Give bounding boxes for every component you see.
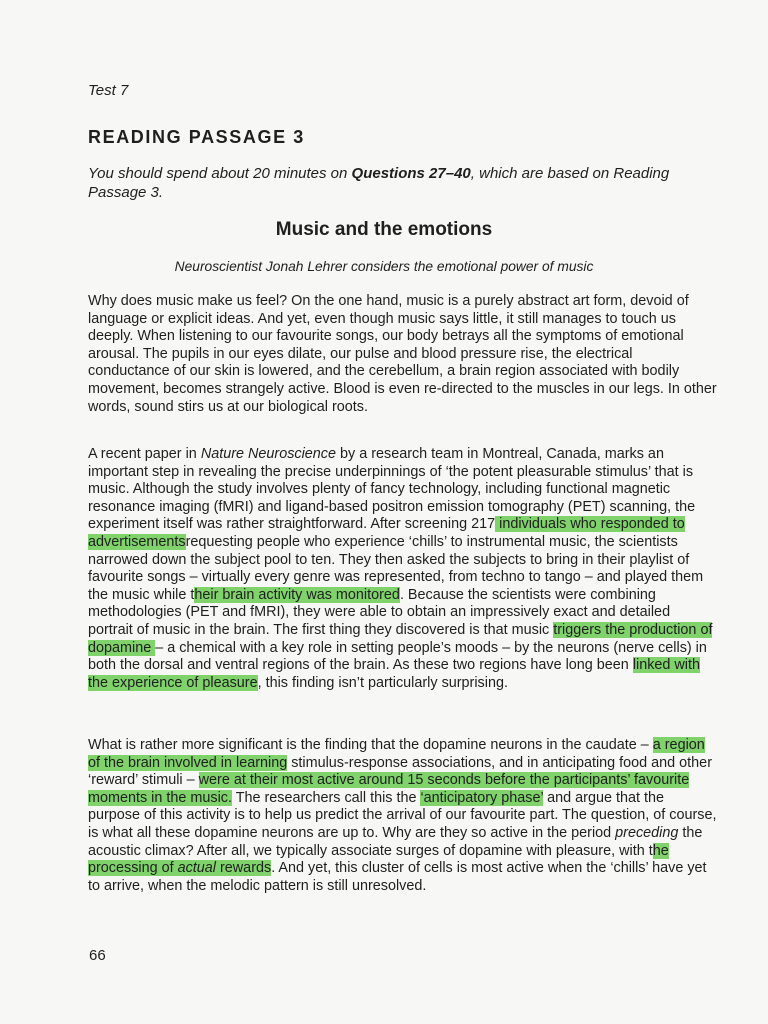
- p3-highlight-emphasis: actual: [177, 860, 216, 877]
- p2-text: – a chemical with a key role in setting people’s moods – by the neurons (nerve cells) in both the dorsal and ventral regions of the brain. As these two regions have long been: [88, 639, 707, 674]
- section-title: READING PASSAGE 3: [88, 127, 305, 147]
- instructions-questions: Questions 27–40: [351, 165, 471, 182]
- p3-text: What is rather more significant is the finding that the dopamine neurons in the caudate –: [88, 737, 653, 753]
- p3-highlight-part: rewards: [216, 860, 272, 877]
- p2-text: , this finding isn’t particularly surprising.: [257, 674, 508, 691]
- p3-emphasis: preceding: [615, 824, 679, 841]
- test-label: Test 7: [88, 82, 129, 99]
- instructions: [88, 164, 708, 202]
- p2-text: A recent paper in: [88, 446, 201, 462]
- p2-highlight: linked with the experience of pleasure: [88, 657, 701, 691]
- p3-text: the acoustic climax? After all, we typically associate surges of dopamine with pleasure, with t: [88, 824, 703, 859]
- p3-highlight: ‘anticipatory phase’: [420, 789, 544, 806]
- p2-highlight: individuals who responded to advertisements: [88, 516, 685, 550]
- instructions-prefix: You should spend about 20 minutes on: [88, 165, 352, 182]
- p2-text: by a research team in Montreal, Canada, marks an important step in revealing the precise underpinnings of ‘the potent pleasurable stimulus’ that is music. Although the study involves plenty of fancy technology, including functional magnetic resonance imaging (fMRI) and ligand-based positron emission tomography (PET) scanning, the experiment itself was rather straightforward. After screening 217: [88, 446, 696, 533]
- page-number: 66: [89, 947, 106, 964]
- p3-text: and argue that the purpose of this activity is to help us predict the arrival of our favourite part. The question, of course, is what all these dopamine neurons are up to. Why are they so active in the period: [88, 789, 717, 841]
- p3-highlight-part: he processing of: [88, 842, 669, 877]
- p3-text: stimulus-response associations, and in anticipating food and other ‘reward’ stimuli –: [88, 754, 712, 789]
- p2-highlight: triggers the production of dopamine: [88, 621, 713, 656]
- p2-highlight: heir brain activity was monitored: [194, 586, 400, 603]
- paragraph-1: Why does music make us feel? On the one hand, music is a purely abstract art form, devoid of language or explicit ideas. And yet, even though music says little, it still manages to touch us deeply. When listening to our favourite songs, our body betrays all the symptoms of emotional arousal. The pupils in our eyes dilate, our pulse and blood pressure rise, the electrical conductance of our skin is lowered, and the cerebellum, a brain region associated with bodily movement, becomes strangely active. Blood is even re-directed to the muscles in our legs. In other words, sound stirs us at our biological roots.: [88, 293, 717, 415]
- p3-highlight: were at their most active around 15 seconds before the participants’ favourite moments in the music.: [88, 772, 690, 806]
- paragraph-3: [88, 737, 718, 895]
- paragraph-2: [88, 446, 718, 692]
- article-title: Music and the emotions: [275, 219, 493, 240]
- p3-highlight: a region of the brain involved in learning: [88, 737, 705, 771]
- p3-text: . And yet, this cluster of cells is most active when the ‘chills’ have yet to arrive, when the melodic pattern is still unresolved.: [88, 860, 707, 894]
- p2-text: requesting people who experience ‘chills’ to instrumental music, the scientists narrowed down the subject pool to ten. They then asked the subjects to bring in their playlist of favourite songs – virtually every genre was represented, from techno to tango – and played them the music while t: [88, 533, 704, 603]
- instructions-suffix: , which are based on Reading Passage 3.: [88, 165, 670, 201]
- p2-text: . Because the scientists were combining methodologies (PET and fMRI), they were able to obtain an impressively exact and detailed portrait of music in the brain. The first thing they discovered is that music: [88, 586, 671, 638]
- p3-text: The researchers call this the: [231, 789, 421, 806]
- article-subtitle: Neuroscientist Jonah Lehrer considers the emotional power of music: [174, 259, 594, 274]
- p2-journal-title: Nature Neuroscience: [200, 446, 336, 462]
